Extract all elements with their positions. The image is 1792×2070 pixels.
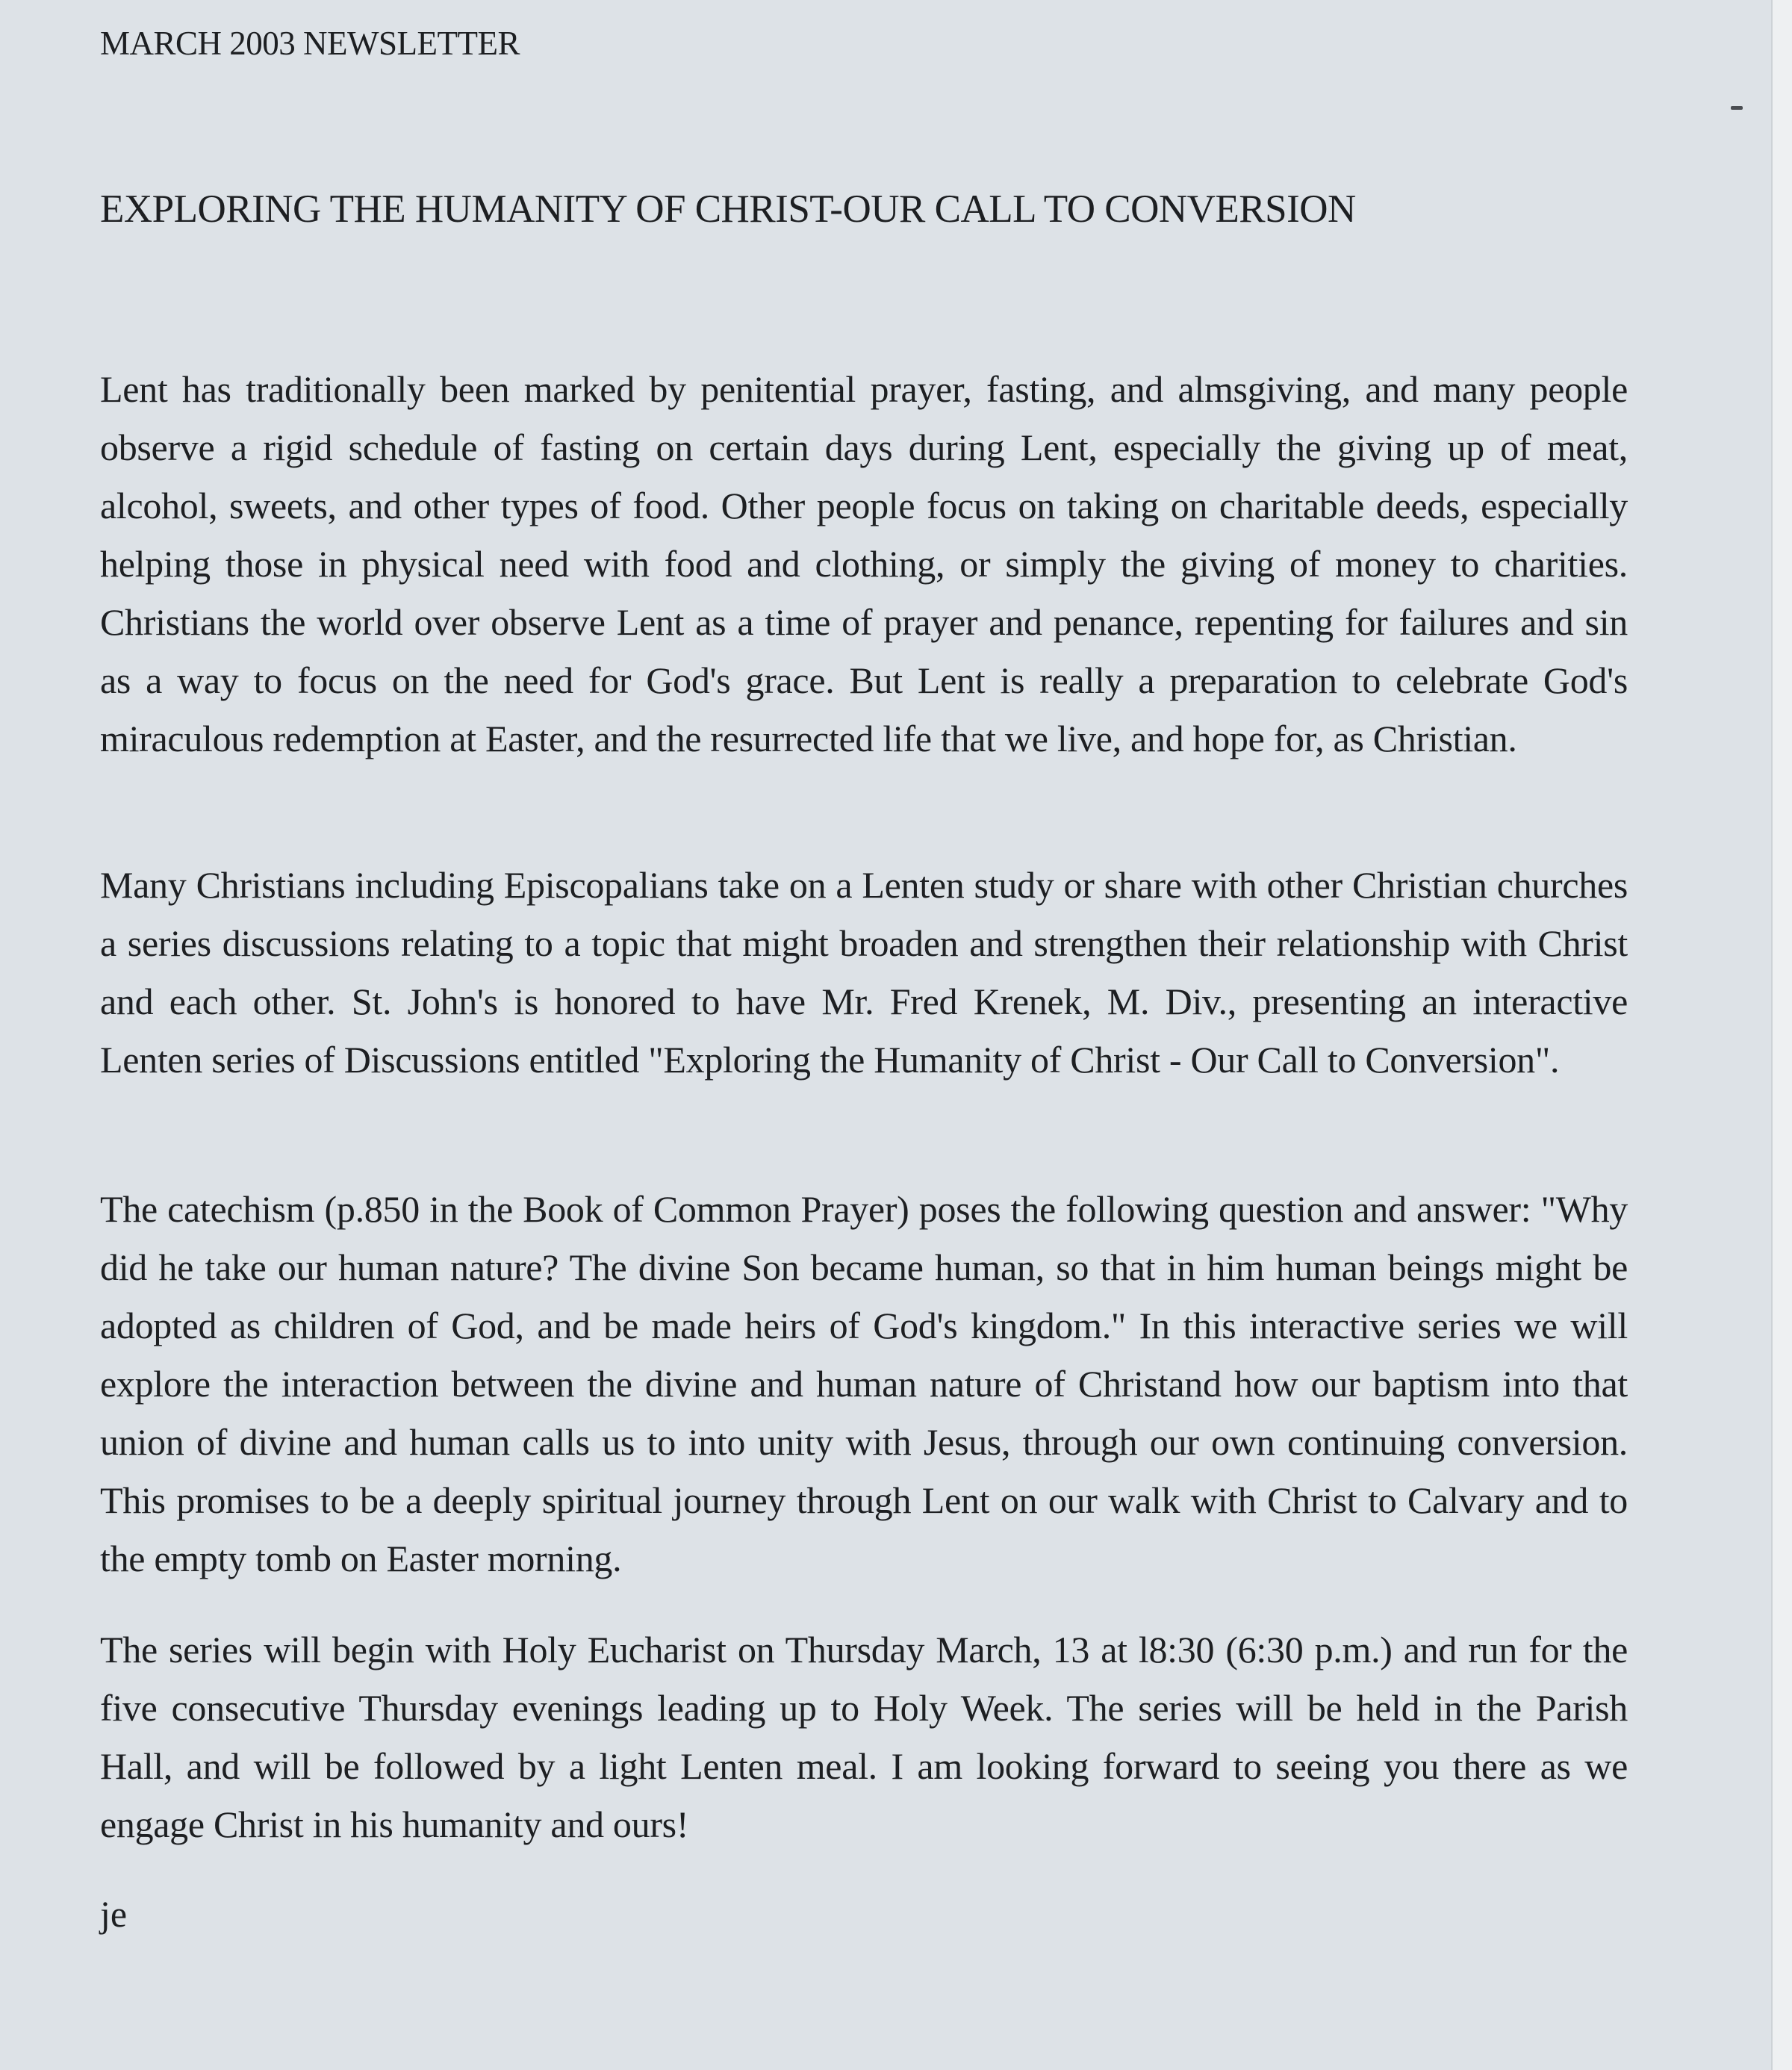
paragraph-lenten-study: Many Christians including Episcopalians take on a Lenten study or share with other Christian churches a series discussions relating to a topic that might broaden and strengthen their relationship with Christ and each other. St. John's is honored to have Mr. Fred Krenek, M. Div., presenting an interactive Lenten series of Discussions entitled "Exploring the Humanity of Christ - Our Call to Conversion". <box>100 864 1628 1081</box>
paragraph-catechism: The catechism (p.850 in the Book of Common Prayer) poses the following question and answer: "Why did he take our human nature? The divine Son became human, so that in him human beings might be adopted as children of God, and be made heirs of God's kingdom." In this interactive series we will explore the interaction between the divine and human nature of Christand how our baptism into that union of divine and human calls us to into unity with Jesus, through our own continuing conversion. This promises to be a deeply spiritual journey through Lent on our walk with Christ to Calvary and to the empty tomb on Easter morning. <box>100 1188 1628 1579</box>
paragraph-series-schedule: The series will begin with Holy Eucharist on Thursday March, 13 at l8:30 (6:30 p.m.) and run for the five consecutive Thursday evenings leading up to Holy Week. The series will be held in the Parish Hall, and will be followed by a light Lenten meal. I am looking forward to seeing you there as we engage Christ in his humanity and ours! <box>100 1629 1628 1845</box>
page-edge <box>1771 0 1792 2070</box>
article-title: EXPLORING THE HUMANITY OF CHRIST-OUR CALL TO CONVERSION <box>100 187 1356 231</box>
author-initials: je <box>100 1893 128 1935</box>
newsletter-heading: MARCH 2003 NEWSLETTER <box>100 25 520 62</box>
paper-speck <box>1731 106 1743 110</box>
paragraph-lent-traditions: Lent has traditionally been marked by penitential prayer, fasting, and almsgiving, and many people observe a rigid schedule of fasting on certain days during Lent, especially the giving up of meat, alcohol, sweets, and other types of food. Other people focus on taking on charitable deeds, especially helping those in physical need with food and clothing, or simply the giving of money to charities. Christians the world over observe Lent as a time of prayer and penance, repenting for failures and sin as a way to focus on the need for God's grace. But Lent is really a preparation to celebrate God's miraculous redemption at Easter, and the resurrected life that we live, and hope for, as Christian. <box>100 368 1628 759</box>
